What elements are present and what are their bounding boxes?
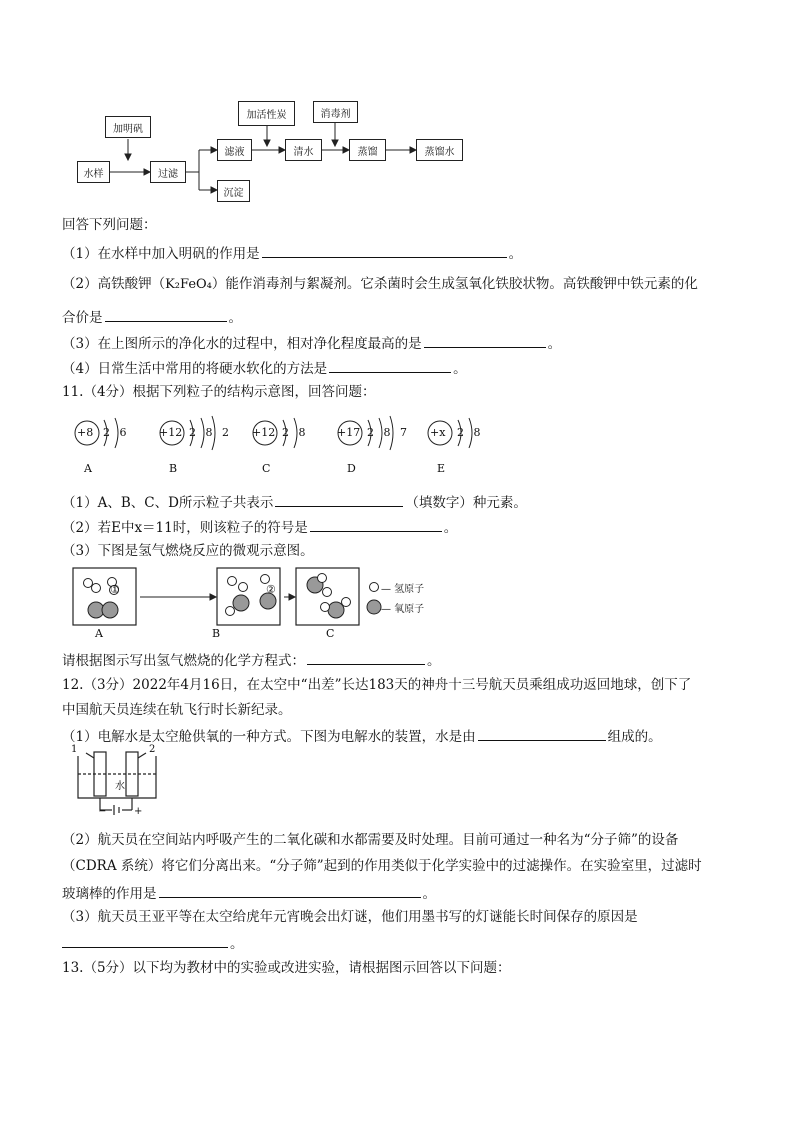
atom-b-label: B [169,462,178,475]
q12-part3: （3）航天员王亚平等在太空给虎年元宵晚会出灯谜，他们用墨书写的灯谜能长时间保存的原因是 [62,909,638,925]
atom-c-shells: 2 8 [282,426,309,439]
q10-part1-text: （1）在水样中加入明矾的作用是 [62,246,260,262]
q10-part2 [62,275,698,294]
flow-filtrate: 滤液 [217,139,252,161]
answer-blank[interactable] [478,726,606,741]
flow-sediment: 沉淀 [217,180,250,202]
flow-distilled-water: 蒸馏水 [416,139,463,161]
q11-part2-end: 。 [443,520,458,536]
answer-blank[interactable] [105,307,227,322]
atom-b-shells: 2 8 2 [189,426,232,439]
q10-part4-end: 。 [453,361,467,377]
flow-distill: 蒸馏 [349,139,386,161]
answer-blank[interactable] [310,517,442,532]
q12-part2a: （2）航天员在空间站内呼吸产生的二氧化碳和水都需要及时处理。目前可通过一种名为“分子筛”的设备 [62,832,679,848]
q10-part1 [62,243,522,263]
plus-terminal: + [134,806,143,817]
q12-part1-text: （1）电解水是太空舱供氧的一种方式。下图为电解水的装置，水是由 [62,729,476,745]
micro-label-c: C [326,627,335,640]
q12-part1 [62,726,662,746]
atom-e-nucleus: +x [430,426,446,439]
legend-hydrogen: — 氢原子 [381,584,425,595]
q11-part1 [62,492,527,512]
q11-part4-end: 。 [427,653,441,669]
answer-blank[interactable] [307,650,425,665]
q10-part3-text: （3）在上图所示的净化水的过程中，相对净化程度最高的是 [62,336,422,352]
flow-alum: 加明矾 [105,116,151,138]
atom-b-nucleus: +12 [159,426,183,439]
atom-e-label: E [437,462,446,475]
q11-part3: （3）下图是氢气燃烧反应的微观示意图。 [62,543,314,559]
tube-1-label: 1 [71,744,78,755]
answer-blank[interactable] [275,492,403,507]
q13-title: 13.（5分）以下均为教材中的实验或改进实验，请根据图示回答以下问题： [62,960,511,976]
q11-title: 11.（4分）根据下列粒子的结构示意图，回答问题： [62,384,376,400]
flow-disinfectant: 消毒剂 [313,101,358,123]
q12-part2b: （CDRA 系统）将它们分离出来。“分子筛”起到的作用类似于化学实验中的过滤操作。在实验室里，过滤时 [62,858,702,874]
answer-blank[interactable] [424,333,546,348]
water-label: 水 [115,781,125,792]
q11-part2 [62,517,457,537]
q10-part4-text: （4）日常生活中常用的将硬水软化的方法是 [62,361,328,377]
q12-part2c [62,883,436,903]
q10-part2b-text: 合价是 [62,310,103,326]
q12-part2c-text: 玻璃棒的作用是 [62,886,157,902]
atom-a-label: A [84,462,92,475]
atom-e-shells: 2 8 [457,426,484,439]
atom-a-shells: 2 6 [103,426,130,439]
tube-2-label: 2 [149,744,156,755]
q10-part1-end: 。 [508,246,523,262]
flow-carbon: 加活性炭 [238,101,295,126]
atom-d-shells: 2 8 7 [367,426,410,439]
q11-part1-text: （1）A、B、C、D所示粒子共表示 [62,495,274,511]
q10-prompt: 回答下列问题： [62,217,157,233]
atom-c-label: C [262,462,271,475]
q12-title: 12.（3分）2022年4月16日，在太空中“出差”长达183天的神舟十三号航天员乘组成功返回地球，创下了 [62,677,692,693]
q10-part3 [62,333,561,353]
flow-sample: 水样 [77,161,110,183]
q12-part1-end: 组成的。 [607,729,662,745]
atom-c-nucleus: +12 [252,426,276,439]
micro-label-b: B [212,627,221,640]
flow-filter: 过滤 [150,161,186,183]
q11-part4-text: 请根据图示写出氢气燃烧的化学方程式： [62,653,305,669]
answer-blank[interactable] [159,883,421,898]
answer-blank[interactable] [262,243,507,258]
formula-k2feo4: K₂FeO₄ [165,277,212,292]
q10-part2-post: ）能作消毒剂与絮凝剂。它杀菌时会生成氢氧化铁胶状物。高铁酸钾中铁元素的化 [211,276,698,292]
q10-part3-end: 。 [547,336,562,352]
micro-label-a: A [95,627,103,640]
flow-clear-water: 清水 [285,139,322,161]
answer-blank[interactable] [329,358,451,373]
micro-step-2: ② [266,583,276,596]
q10-part2b [62,307,242,327]
q12-title2: 中国航天员连续在轨飞行时长新纪录。 [62,702,292,718]
flowchart-arrows [0,0,794,220]
micro-step-1: ① [110,583,120,596]
q11-part1-end: （填数字）种元素。 [405,495,527,511]
q12-part2c-end: 。 [422,886,436,902]
atom-d-label: D [347,462,356,475]
q11-part2-text: （2）若E中x＝11时，则该粒子的符号是 [62,520,308,536]
q12-part3b [62,933,244,953]
answer-blank[interactable] [62,933,228,948]
minus-terminal: − [98,806,107,817]
q10-part2-pre: （2）高铁酸钾（ [62,276,166,292]
atom-a-nucleus: +8 [77,426,94,439]
q11-part4 [62,650,441,670]
q10-part2b-end: 。 [228,310,242,326]
q12-part3b-end: 。 [230,936,244,952]
legend-oxygen: — 氧原子 [381,604,425,615]
atom-d-nucleus: +17 [337,426,361,439]
q10-part4 [62,358,467,378]
